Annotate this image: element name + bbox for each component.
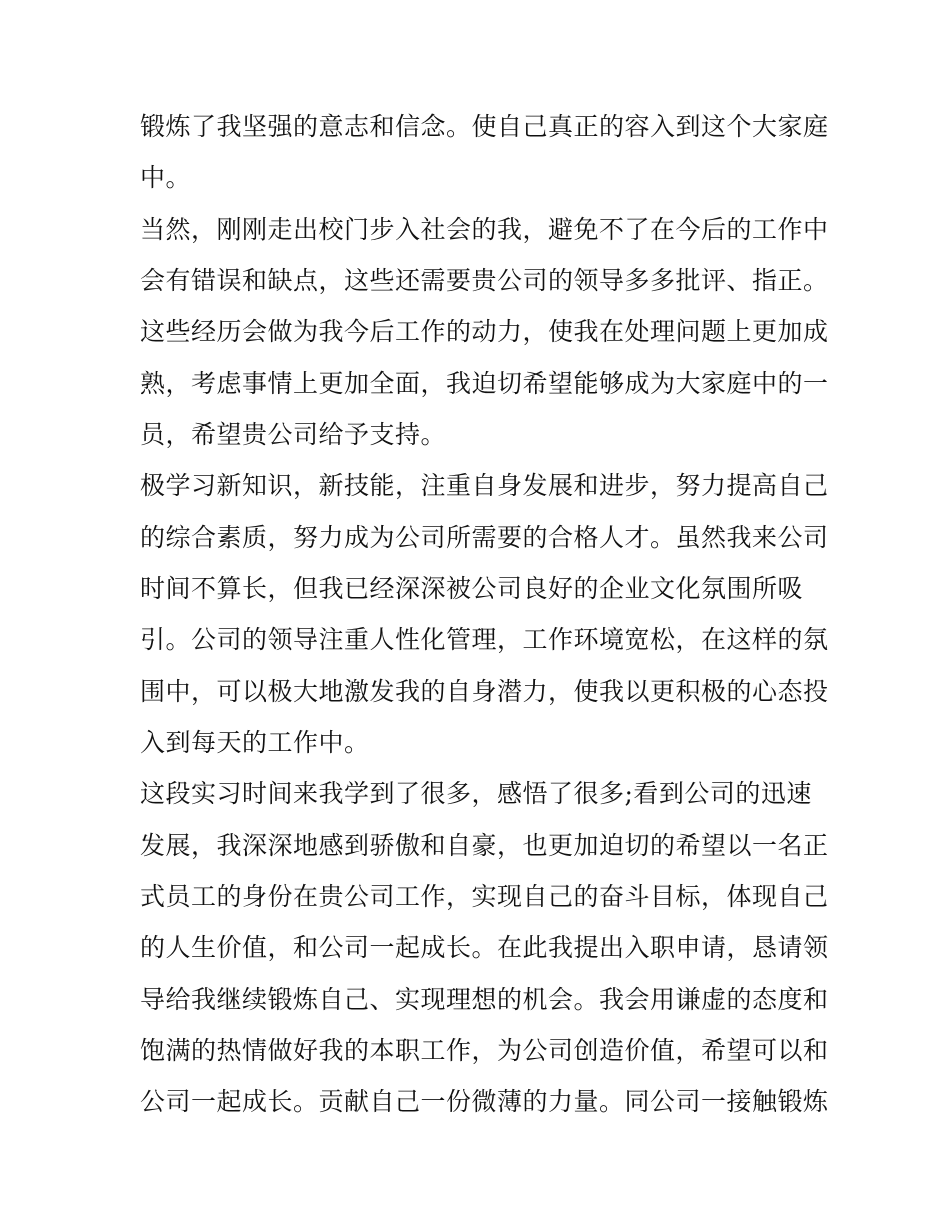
text-line: 熟，考虑事情上更加全面，我迫切希望能够成为大家庭中的一 <box>140 369 829 398</box>
text-line: 的人生价值，和公司一起成长。在此我提出入职申请，恳请领 <box>140 933 829 962</box>
text-line: 围中，可以极大地激发我的自身潜力，使我以更积极的心态投 <box>140 677 829 706</box>
text-line: 导给我继续锻炼自己、实现理想的机会。我会用谦虚的态度和 <box>140 985 829 1014</box>
text-line: 锻炼了我坚强的意志和信念。使自己真正的容入到这个大家庭 <box>140 112 829 141</box>
text-line: 引。公司的领导注重人性化管理，工作环境宽松，在这样的氛 <box>140 625 829 654</box>
text-line: 中。 <box>140 163 192 192</box>
text-line: 饱满的热情做好我的本职工作，为公司创造价值，希望可以和 <box>140 1036 829 1065</box>
text-line: 的综合素质，努力成为公司所需要的合格人才。虽然我来公司 <box>140 523 829 552</box>
text-line: 当然，刚刚走出校门步入社会的我，避免不了在今后的工作中 <box>140 215 829 244</box>
text-line: 员，希望贵公司给予支持。 <box>140 420 447 449</box>
text-line: 入到每天的工作中。 <box>140 728 370 757</box>
text-line: 会有错误和缺点，这些还需要贵公司的领导多多批评、指正。 <box>140 266 829 295</box>
text-line: 公司一起成长。贡献自己一份微薄的力量。同公司一接触锻炼 <box>140 1087 829 1116</box>
text-line: 时间不算长，但我已经深深被公司良好的企业文化氛围所吸 <box>140 574 804 603</box>
text-line: 发展，我深深地感到骄傲和自豪，也更加迫切的希望以一名正 <box>140 831 829 860</box>
text-line: 极学习新知识，新技能，注重自身发展和进步，努力提高自己 <box>140 471 829 500</box>
text-line: 式员工的身份在贵公司工作，实现自己的奋斗目标，体现自己 <box>140 882 829 911</box>
text-line: 这些经历会做为我今后工作的动力，使我在处理问题上更加成 <box>140 317 829 346</box>
text-line: 这段实习时间来我学到了很多，感悟了很多;看到公司的迅速 <box>140 779 812 808</box>
